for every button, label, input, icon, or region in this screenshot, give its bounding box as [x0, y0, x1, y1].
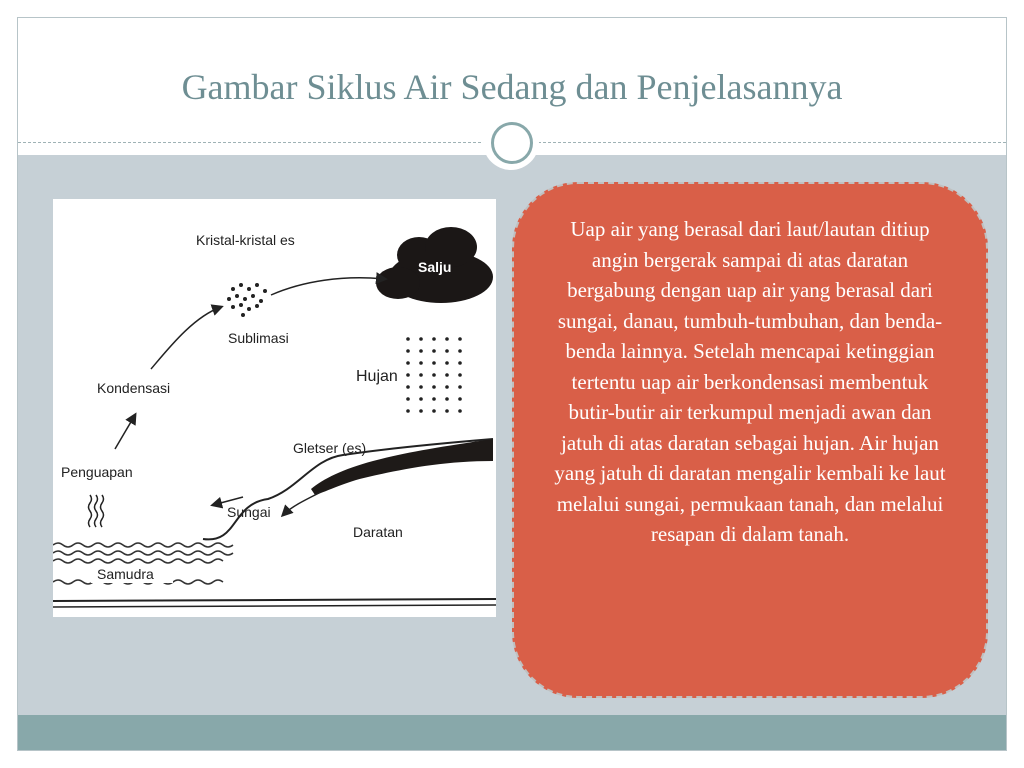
label-ocean: Samudra [97, 566, 154, 582]
label-crystals: Kristal-kristal es [196, 232, 295, 248]
label-snow: Salju [418, 259, 452, 275]
label-rain: Hujan [356, 368, 398, 385]
label-evaporation: Penguapan [61, 464, 133, 480]
label-glacier: Gletser (es) [293, 440, 367, 456]
footer-bar [18, 715, 1006, 750]
explanation-callout [512, 182, 988, 698]
ground-line [53, 599, 496, 601]
slide-title: Gambar Siklus Air Sedang dan Penjelasannya [181, 67, 843, 107]
label-land: Daratan [353, 524, 403, 540]
rain-dots [406, 337, 462, 413]
circle-ornament-icon [483, 114, 539, 170]
ground-line-2 [53, 605, 496, 607]
label-river: Sungai [227, 504, 271, 520]
label-sublimation: Sublimasi [228, 330, 289, 346]
ocean-waves [53, 539, 233, 591]
water-cycle-diagram [53, 199, 496, 617]
explanation-text: Uap air yang berasal dari laut/lautan ditiup angin bergerak sampai di atas daratan bergabung dengan uap air yang berasal dari sungai, danau, tumbuh-tumbuhan, dan benda-benda lainnya. Setelah mencapai ketinggian tertentu uap air berkondensasi membentuk butir-butir air terkumpul menjadi awan dan jatuh di atas daratan sebagai hujan. Air hujan yang jatuh di daratan mengalir kembali ke laut melalui sungai, permukaan tanah, dan melalui resapan di dalam tanah. [554, 217, 946, 546]
evaporation-squiggles [89, 495, 104, 527]
circle-ring [491, 122, 533, 164]
water-cycle-svg [53, 199, 496, 617]
label-condensation: Kondensasi [97, 380, 171, 396]
ice-crystal-dots [227, 283, 267, 317]
